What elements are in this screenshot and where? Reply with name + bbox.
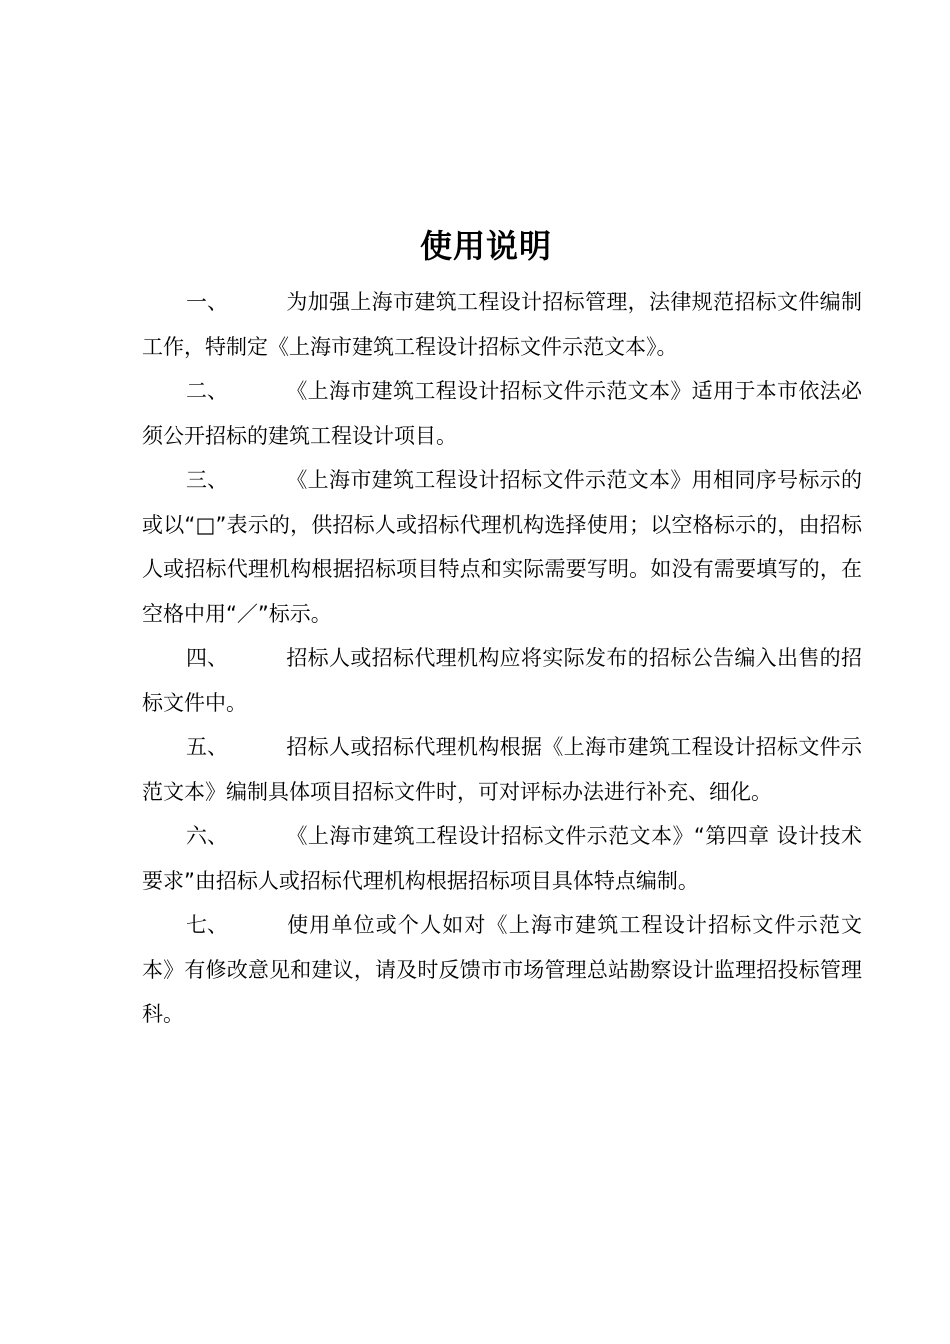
paragraph-number: 七、 xyxy=(186,913,228,937)
paragraph-text: 《上海市建筑工程设计招标文件示范文本》用相同序号标示的或以“□”表示的，供招标人或招标代理机构选择使用；以空格标示的，由招标人或招标代理机构根据招标项目特点和实际需要写明。如没有需要填写的，在空格中用“／”标示。 xyxy=(142,468,862,626)
paragraph-number: 五、 xyxy=(186,735,228,759)
paragraph-number: 二、 xyxy=(186,379,228,403)
paragraph-number: 四、 xyxy=(186,646,228,670)
paragraph-text: 为加强上海市建筑工程设计招标管理，法律规范招标文件编制工作，特制定《上海市建筑工程设计招标文件示范文本》。 xyxy=(142,290,862,359)
paragraph-3 xyxy=(142,458,862,636)
paragraph-text: 招标人或招标代理机构应将实际发布的招标公告编入出售的招标文件中。 xyxy=(142,646,862,715)
instructions-body xyxy=(142,280,862,1037)
paragraph-number: 六、 xyxy=(186,824,228,848)
paragraph-4 xyxy=(142,636,862,725)
page-title: 使用说明 xyxy=(419,227,552,265)
paragraph-6 xyxy=(142,814,862,903)
paragraph-number: 三、 xyxy=(186,468,228,492)
paragraph-text: 《上海市建筑工程设计招标文件示范文本》适用于本市依法必须公开招标的建筑工程设计项目。 xyxy=(142,379,862,448)
paragraph-1 xyxy=(142,280,862,369)
paragraph-text: 使用单位或个人如对《上海市建筑工程设计招标文件示范文本》有修改意见和建议，请及时反馈市市场管理总站勘察设计监理招投标管理科。 xyxy=(142,913,862,1026)
paragraph-text: 招标人或招标代理机构根据《上海市建筑工程设计招标文件示范文本》编制具体项目招标文件时，可对评标办法进行补充、细化。 xyxy=(142,735,862,804)
paragraph-5 xyxy=(142,725,862,814)
paragraph-2 xyxy=(142,369,862,458)
paragraph-7 xyxy=(142,903,862,1037)
paragraph-number: 一、 xyxy=(186,290,228,314)
paragraph-text: 《上海市建筑工程设计招标文件示范文本》“第四章 设计技术要求”由招标人或招标代理机构根据招标项目具体特点编制。 xyxy=(142,824,862,893)
